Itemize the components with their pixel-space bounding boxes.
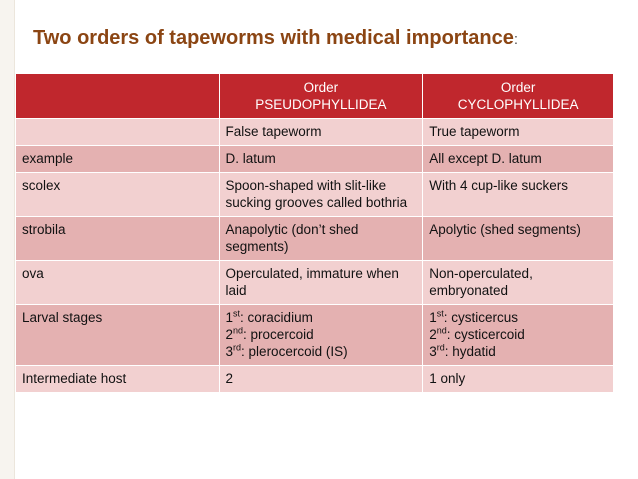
stage-number: 3 bbox=[429, 344, 437, 359]
cyclo-cell: 1 only bbox=[423, 366, 614, 393]
table-row bbox=[16, 217, 614, 261]
stage-ordinal: rd bbox=[233, 342, 242, 353]
larval-stage bbox=[226, 343, 417, 360]
cyclo-cell: Non-operculated, embryonated bbox=[423, 261, 614, 305]
stage-ordinal: nd bbox=[436, 325, 447, 336]
row-label: Intermediate host bbox=[16, 366, 220, 393]
cyclo-cell: True tapeworm bbox=[423, 119, 614, 146]
tapeworm-comparison-table bbox=[15, 73, 614, 393]
stage-number: 1 bbox=[225, 310, 234, 325]
stage-text: : hydatid bbox=[444, 344, 496, 359]
stage-ordinal: nd bbox=[233, 325, 244, 336]
stage-number: 3 bbox=[225, 344, 234, 359]
cyclo-cell: With 4 cup-like suckers bbox=[423, 173, 614, 217]
pseudo-cell bbox=[219, 305, 423, 366]
row-label bbox=[16, 119, 220, 146]
stage-ordinal: st bbox=[436, 308, 444, 319]
table-row bbox=[16, 261, 614, 305]
header-order-label: Order bbox=[500, 80, 536, 95]
pseudo-cell: 2 bbox=[219, 366, 423, 393]
stage-text: : plerocercoid (IS) bbox=[241, 344, 348, 359]
table-header-row bbox=[16, 74, 614, 119]
stage-ordinal: rd bbox=[436, 342, 445, 353]
header-order-label: Order bbox=[303, 80, 339, 95]
row-label: Larval stages bbox=[16, 305, 220, 366]
larval-stage bbox=[226, 309, 417, 326]
row-label: scolex bbox=[16, 173, 220, 217]
larval-stage bbox=[429, 326, 607, 343]
pseudo-cell: D. latum bbox=[219, 146, 423, 173]
row-label: ova bbox=[16, 261, 220, 305]
cyclo-cell: All except D. latum bbox=[423, 146, 614, 173]
stage-number: 2 bbox=[429, 327, 437, 342]
stage-number: 2 bbox=[225, 327, 234, 342]
stage-number: 1 bbox=[429, 310, 437, 325]
left-decorative-bar bbox=[0, 0, 15, 479]
table-row bbox=[16, 146, 614, 173]
larval-stage bbox=[226, 326, 417, 343]
header-cell-blank bbox=[16, 74, 220, 119]
header-pseudophyllidea-name: PSEUDOPHYLLIDEA bbox=[255, 97, 387, 112]
slide-title bbox=[33, 27, 518, 50]
header-cyclophyllidea-name: CYCLOPHYLLIDEA bbox=[457, 97, 579, 112]
cyclo-cell: Apolytic (shed segments) bbox=[423, 217, 614, 261]
larval-stage bbox=[429, 343, 607, 360]
table-row bbox=[16, 305, 614, 366]
cyclo-cell bbox=[423, 305, 614, 366]
row-label: strobila bbox=[16, 217, 220, 261]
stage-text: : cysticercus bbox=[443, 310, 519, 325]
larval-stage bbox=[429, 309, 607, 326]
stage-text: : procercoid bbox=[243, 327, 314, 342]
stage-text: : cysticercoid bbox=[446, 327, 525, 342]
header-cell-pseudophyllidea bbox=[219, 74, 423, 119]
slide-title-text: Two orders of tapeworms with medical importance bbox=[33, 27, 514, 49]
pseudo-cell: Spoon-shaped with slit-like sucking grooves called bothria bbox=[219, 173, 423, 217]
pseudo-cell: False tapeworm bbox=[219, 119, 423, 146]
row-label: example bbox=[16, 146, 220, 173]
slide-title-colon: : bbox=[513, 31, 519, 48]
stage-ordinal: st bbox=[233, 308, 241, 319]
pseudo-cell: Anapolytic (don’t shed segments) bbox=[219, 217, 423, 261]
table-row bbox=[16, 366, 614, 393]
stage-text: : coracidium bbox=[240, 310, 313, 325]
header-cell-cyclophyllidea bbox=[423, 74, 614, 119]
pseudo-cell: Operculated, immature when laid bbox=[219, 261, 423, 305]
table-row bbox=[16, 119, 614, 146]
table-row bbox=[16, 173, 614, 217]
